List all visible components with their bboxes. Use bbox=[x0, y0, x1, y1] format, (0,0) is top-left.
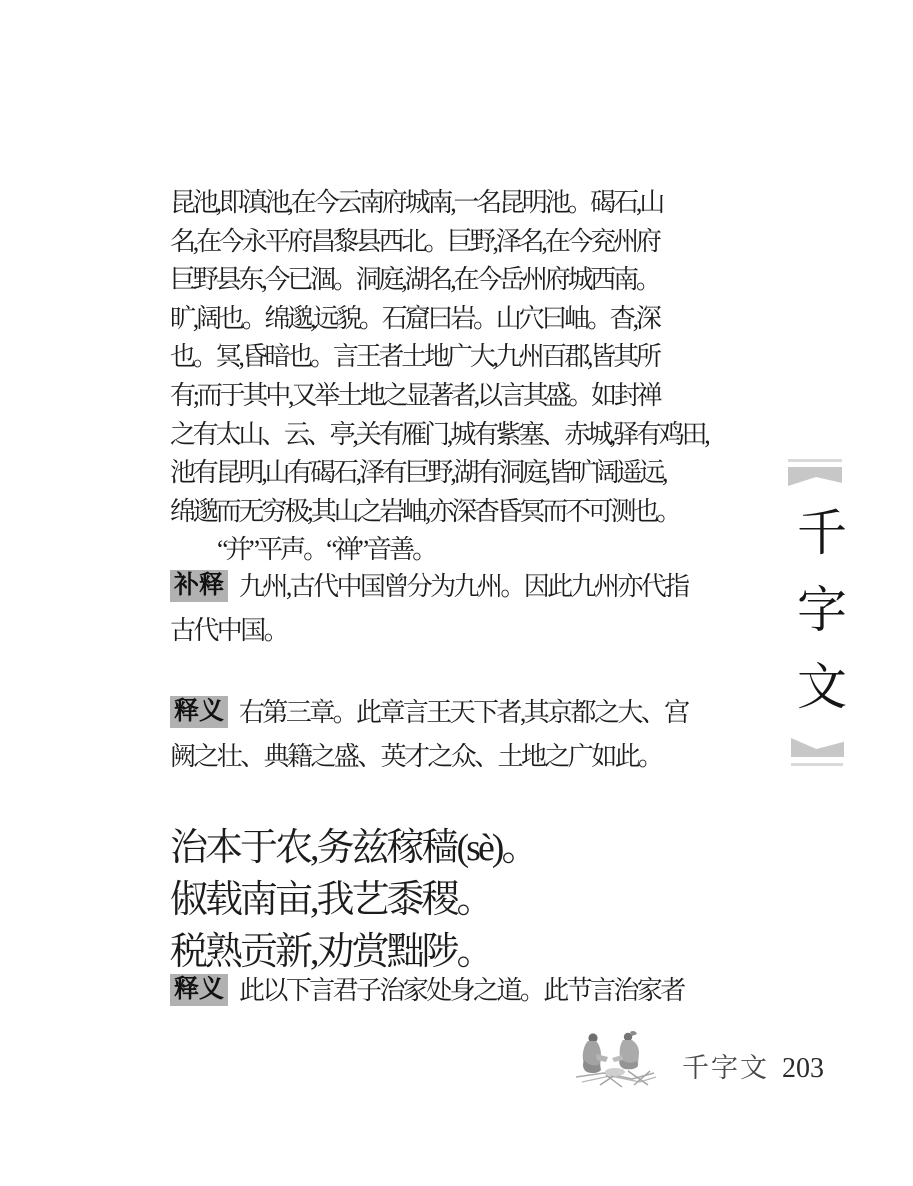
verse-line-1: 治本于农,务兹稼穑(sè)。 bbox=[170, 827, 537, 869]
sidebar-title-char: 文 bbox=[797, 659, 847, 715]
two-farmers-illustration-icon bbox=[570, 1027, 660, 1098]
commentary-line: 昆池,即滇池,在今云南府城南,一名昆明池。碣石,山 bbox=[170, 188, 663, 217]
supplement-text-line2: 古代中国。 bbox=[170, 616, 288, 645]
sidebar-book-title bbox=[797, 505, 847, 715]
phonetic-note: “并”平声。“禅”音善。 bbox=[217, 535, 436, 564]
commentary-line: 旷,阔也。绵邈,远貌。石窟曰岩。山穴曰岫。杳,深 bbox=[170, 303, 659, 333]
sidebar-title-char: 字 bbox=[797, 582, 847, 638]
sidebar-bottom-ribbon bbox=[791, 738, 844, 757]
sidebar-top-ribbon bbox=[788, 467, 842, 487]
sidebar-title-char: 千 bbox=[797, 505, 847, 561]
commentary-line: 有;而于其中,又举土地之显著者,以言其盛。如封禅 bbox=[170, 380, 660, 410]
supplement-text-line1: 九州,古代中国曾分为九州。因此九州亦代指 bbox=[239, 572, 688, 601]
explanation1-text-line2: 阙之壮、典籍之盛、英才之众、土地之广如此。 bbox=[170, 742, 662, 771]
commentary-line: 绵邈而无穷极;其山之岩岫,亦深杳昏冥而不可测也。 bbox=[170, 496, 679, 526]
explanation-badge: 释义 bbox=[170, 696, 228, 728]
explanation2-text-line1: 此以下言君子治家处身之道。此节言治家者 bbox=[239, 976, 684, 1005]
explanation-section-2 bbox=[170, 974, 727, 1007]
commentary-line: 名,在今永平府昌黎县西北。巨野,泽名,在今兖州府 bbox=[170, 226, 659, 256]
commentary-line: 也。冥,昏暗也。言王者土地广大,九州百郡,皆其所 bbox=[170, 342, 659, 372]
explanation1-text-line1: 右第三章。此章言王天下者,其京都之大、宫 bbox=[239, 698, 688, 727]
footer-page-number: 203 bbox=[782, 1053, 824, 1084]
supplement-section bbox=[170, 570, 727, 647]
explanation-section-1 bbox=[170, 696, 727, 773]
commentary-paragraph bbox=[170, 184, 727, 531]
verse-line-3: 税熟贡新,劝赏黜陟。 bbox=[170, 931, 492, 973]
explanation-badge: 释义 bbox=[170, 974, 228, 1006]
footer-running-title bbox=[682, 1046, 824, 1085]
commentary-line: 池有昆明,山有碣石,泽有巨野,湖有洞庭,皆旷阔遥远, bbox=[170, 458, 666, 488]
sidebar-top-rule bbox=[788, 459, 842, 462]
commentary-line: 之有太山、云、亭,关有雁门,城有紫塞、赤城,驿有鸡田, bbox=[170, 419, 708, 449]
supplement-badge: 补释 bbox=[170, 570, 228, 602]
verse-line-2: 俶载南亩,我艺黍稷。 bbox=[170, 879, 492, 921]
sidebar-bottom-rule bbox=[791, 763, 843, 766]
footer-book-title: 千字文 bbox=[682, 1053, 769, 1083]
commentary-line: 巨野县东,今已涸。洞庭,湖名,在今岳州府城西南。 bbox=[170, 265, 659, 295]
verse-block bbox=[170, 822, 536, 978]
